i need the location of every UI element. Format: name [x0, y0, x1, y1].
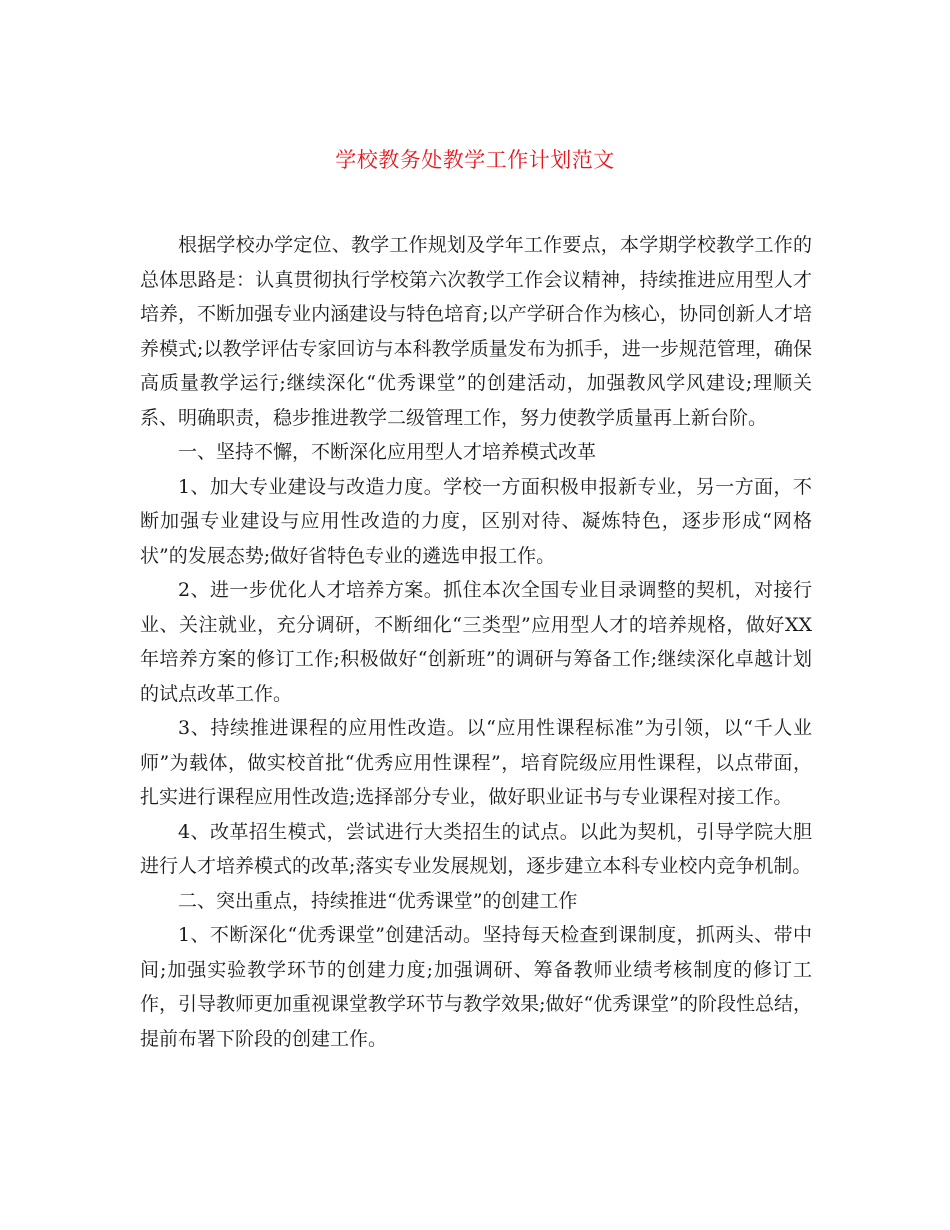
- paragraph-item-1-4: 4、改革招生模式，尝试进行大类招生的试点。以此为契机，引导学院大胆进行人才培养模式的改革;落实专业发展规划，逐步建立本科专业校内竞争机制。: [140, 820, 812, 877]
- paragraph-intro: 根据学校办学定位、教学工作规划及学年工作要点，本学期学校教学工作的总体思路是：认真贯彻执行学校第六次教学工作会议精神，持续推进应用型人才培养，不断加强专业内涵建设与特色培育;以产学研合作为核心，协同创新人才培养模式;以教学评估专家回访与本科教学质量发布为抓手，进一步规范管理，确保高质量教学运行;继续深化“优秀课堂”的创建活动，加强教风学风建设;理顺关系、明确职责，稳步推进教学二级管理工作，努力使教学质量再上新台阶。: [140, 234, 812, 429]
- section-heading-2: 二、突出重点，持续推进“优秀课堂”的创建工作: [178, 889, 578, 912]
- document-body: [140, 228, 812, 1056]
- paragraph-item-1-3: 3、持续推进课程的应用性改造。以“应用性课程标准”为引领，以“千人业师”为载体，做实校首批“优秀应用性课程”，培育院级应用性课程，以点带面，扎实进行课程应用性改造;选择部分专业，做好职业证书与专业课程对接工作。: [140, 717, 812, 808]
- paragraph-item-1-1: 1、加大专业建设与改造力度。学校一方面积极申报新专业，另一方面，不断加强专业建设与应用性改造的力度，区别对待、凝炼特色，逐步形成“网格状”的发展态势;做好省特色专业的遴选申报工作。: [140, 475, 812, 567]
- paragraph-item-1-2: 2、进一步优化人才培养方案。抓住本次全国专业目录调整的契机，对接行业、关注就业，充分调研，不断细化“三类型”应用型人才的培养规格，做好XX年培养方案的修订工作;积极做好“创新班”的调研与筹备工作;继续深化卓越计划的试点改革工作。: [140, 579, 812, 705]
- section-heading-1: 一、坚持不懈，不断深化应用型人才培养模式改革: [178, 441, 597, 463]
- document-title: 学校教务处教学工作计划范文: [335, 148, 615, 172]
- paragraph-item-2-1: 1、不断深化“优秀课堂”创建活动。坚持每天检查到课制度，抓两头、带中间;加强实验教学环节的创建力度;加强调研、筹备教师业绩考核制度的修订工作，引导教师更加重视课堂教学环节与教学效果;做好“优秀课堂”的阶段性总结，提前布署下阶段的创建工作。: [140, 924, 812, 1050]
